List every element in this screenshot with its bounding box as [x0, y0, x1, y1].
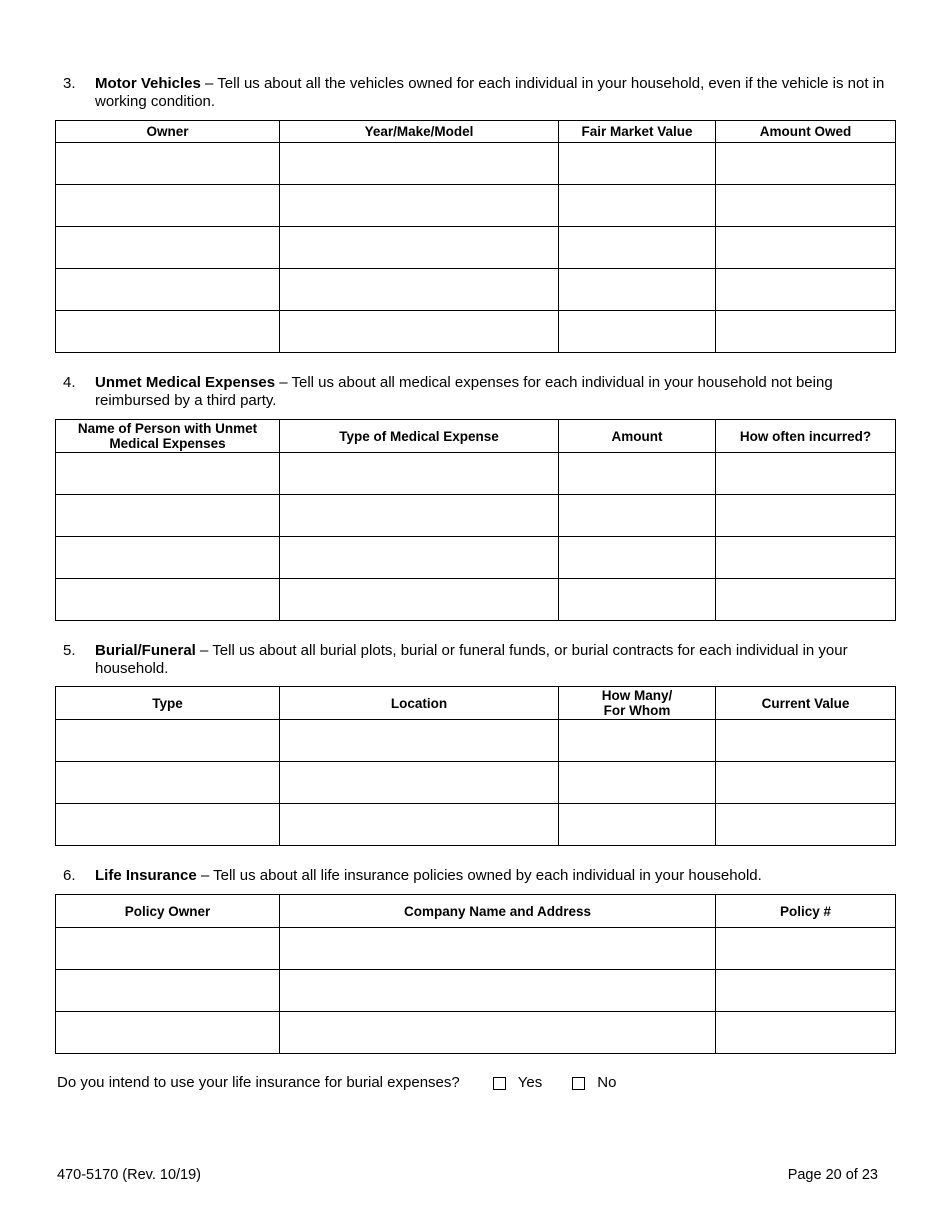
question-number: 5.	[63, 642, 76, 659]
table-cell[interactable]	[56, 804, 280, 846]
table-cell[interactable]	[280, 762, 559, 804]
question-number: 3.	[63, 75, 76, 92]
table-cell[interactable]	[559, 804, 716, 846]
table-cell[interactable]	[280, 227, 559, 269]
table-row	[56, 311, 896, 353]
table-cell[interactable]	[280, 720, 559, 762]
table-row	[56, 495, 896, 537]
question-title: Unmet Medical Expenses	[95, 374, 276, 391]
table-cell[interactable]	[56, 720, 280, 762]
table-cell[interactable]	[56, 269, 280, 311]
column-header-owner: Owner	[56, 121, 280, 143]
table-row	[56, 185, 896, 227]
table-cell[interactable]	[559, 720, 716, 762]
table-cell[interactable]	[559, 185, 716, 227]
table-cell[interactable]	[716, 495, 896, 537]
table-cell[interactable]	[56, 537, 280, 579]
table-cell[interactable]	[559, 143, 716, 185]
table-cell[interactable]	[716, 720, 896, 762]
table-row	[56, 1012, 896, 1054]
table-cell[interactable]	[280, 495, 559, 537]
question-description: – Tell us about all life insurance policies owned by each individual in your household.	[196, 867, 762, 884]
column-header-policy-number: Policy #	[716, 895, 896, 928]
question-title: Motor Vehicles	[95, 75, 201, 92]
table-row	[56, 269, 896, 311]
column-header-how-many: How Many/ For Whom	[559, 687, 716, 720]
table-cell[interactable]	[716, 928, 896, 970]
column-header-amount-owed: Amount Owed	[716, 121, 896, 143]
table-cell[interactable]	[559, 495, 716, 537]
question-description: – Tell us about all medical expenses for each individual in your household not being reimbursed by a third party.	[95, 374, 833, 409]
table-cell[interactable]	[559, 227, 716, 269]
table-row	[56, 227, 896, 269]
table-row	[56, 762, 896, 804]
table-cell[interactable]	[716, 269, 896, 311]
column-header-location: Location	[280, 687, 559, 720]
table-cell[interactable]	[559, 579, 716, 621]
table-cell[interactable]	[559, 453, 716, 495]
motor-vehicles-question	[63, 75, 893, 111]
table-cell[interactable]	[559, 537, 716, 579]
table-cell[interactable]	[716, 453, 896, 495]
table-cell[interactable]	[56, 185, 280, 227]
table-cell[interactable]	[716, 579, 896, 621]
column-header-amount: Amount	[559, 420, 716, 453]
yes-checkbox[interactable]	[493, 1077, 506, 1090]
form-id: 470-5170 (Rev. 10/19)	[57, 1167, 202, 1183]
table-cell[interactable]	[559, 311, 716, 353]
column-header-fair-market-value: Fair Market Value	[559, 121, 716, 143]
question-description: – Tell us about all burial plots, burial or funeral funds, or burial contracts for each individual in your household.	[95, 642, 848, 677]
yes-label: Yes	[517, 1074, 543, 1091]
table-cell[interactable]	[280, 928, 716, 970]
table-row	[56, 453, 896, 495]
table-row	[56, 537, 896, 579]
life-insurance-table	[55, 894, 896, 1054]
column-header-type: Type	[56, 687, 280, 720]
no-checkbox[interactable]	[572, 1077, 585, 1090]
column-header-expense-type: Type of Medical Expense	[280, 420, 559, 453]
question-number: 4.	[63, 374, 76, 391]
table-row	[56, 579, 896, 621]
table-cell[interactable]	[716, 537, 896, 579]
life-insurance-question	[63, 867, 893, 885]
table-cell[interactable]	[56, 453, 280, 495]
table-cell[interactable]	[56, 762, 280, 804]
table-cell[interactable]	[56, 143, 280, 185]
table-cell[interactable]	[716, 185, 896, 227]
table-cell[interactable]	[56, 1012, 280, 1054]
table-cell[interactable]	[56, 227, 280, 269]
question-title: Life Insurance	[95, 867, 197, 884]
table-cell[interactable]	[280, 579, 559, 621]
burial-funeral-table	[55, 686, 896, 846]
yes-option[interactable]	[493, 1074, 542, 1092]
table-row	[56, 720, 896, 762]
medical-expenses-table	[55, 419, 896, 621]
table-cell[interactable]	[716, 227, 896, 269]
table-cell[interactable]	[280, 804, 559, 846]
table-cell[interactable]	[716, 762, 896, 804]
table-row	[56, 804, 896, 846]
no-option[interactable]	[572, 1074, 616, 1092]
burial-insurance-question	[57, 1074, 616, 1092]
question-title: Burial/Funeral	[95, 642, 196, 659]
table-cell[interactable]	[716, 970, 896, 1012]
no-label: No	[597, 1074, 617, 1091]
table-cell[interactable]	[56, 311, 280, 353]
table-row	[56, 970, 896, 1012]
table-cell[interactable]	[280, 311, 559, 353]
table-cell[interactable]	[280, 1012, 716, 1054]
table-cell[interactable]	[716, 1012, 896, 1054]
table-cell[interactable]	[56, 579, 280, 621]
question-description: – Tell us about all the vehicles owned for each individual in your household, even if the vehicle is not in working condition.	[95, 75, 885, 110]
column-header-year-make-model: Year/Make/Model	[280, 121, 559, 143]
table-cell[interactable]	[280, 185, 559, 227]
table-row	[56, 143, 896, 185]
table-cell[interactable]	[56, 970, 280, 1012]
table-row	[56, 928, 896, 970]
table-cell[interactable]	[280, 970, 716, 1012]
medical-expenses-question	[63, 374, 893, 410]
burial-funeral-question	[63, 642, 893, 678]
table-cell[interactable]	[716, 804, 896, 846]
column-header-current-value: Current Value	[716, 687, 896, 720]
table-cell[interactable]	[280, 453, 559, 495]
column-header-person-name: Name of Person with Unmet Medical Expenses	[56, 420, 280, 453]
column-header-frequency: How often incurred?	[716, 420, 896, 453]
page-number: Page 20 of 23	[787, 1167, 878, 1183]
question-number: 6.	[63, 867, 76, 884]
table-cell[interactable]	[716, 143, 896, 185]
motor-vehicles-table	[55, 120, 896, 353]
table-cell[interactable]	[280, 143, 559, 185]
table-cell[interactable]	[56, 928, 280, 970]
column-header-company: Company Name and Address	[280, 895, 716, 928]
table-cell[interactable]	[559, 269, 716, 311]
table-cell[interactable]	[280, 269, 559, 311]
table-cell[interactable]	[56, 495, 280, 537]
question-text: Do you intend to use your life insurance for burial expenses?	[57, 1074, 460, 1091]
column-header-policy-owner: Policy Owner	[56, 895, 280, 928]
table-cell[interactable]	[280, 537, 559, 579]
table-cell[interactable]	[559, 762, 716, 804]
table-cell[interactable]	[716, 311, 896, 353]
